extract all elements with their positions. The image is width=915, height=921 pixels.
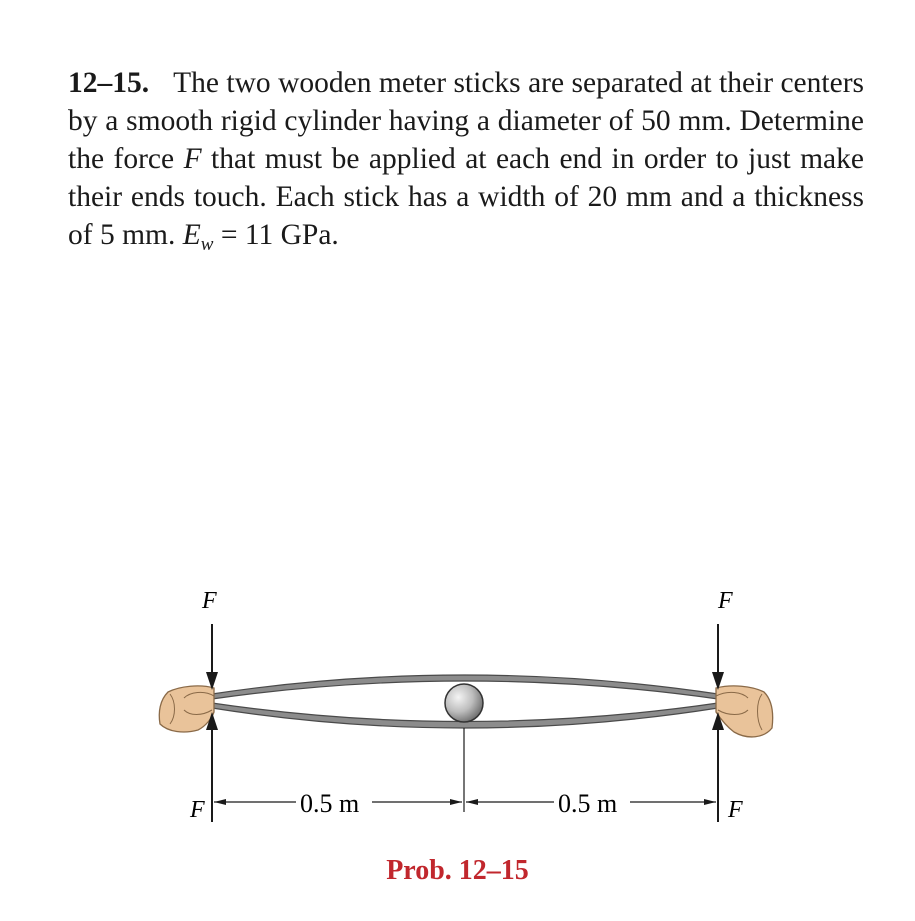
- force-label-bottom-right: F: [728, 797, 743, 823]
- force-label-top-left: F: [202, 588, 217, 614]
- right-hand-icon: [716, 686, 773, 737]
- modulus-symbol: E: [182, 219, 201, 251]
- force-arrow-bottom-left: [206, 712, 218, 822]
- problem-text-part-2: that must be applied at each end in order to just make their ends touch. Each stick has a width of 20 mm and a thickness of 5 mm.: [68, 143, 864, 251]
- force-label-top-right: F: [718, 588, 733, 614]
- force-symbol: F: [183, 143, 202, 175]
- problem-text-part-1: The two wooden meter sticks are separated at their centers by a smooth rigid cylinder having a diameter of 50 mm. Determine the force: [68, 67, 864, 175]
- meter-sticks-diagram: [0, 560, 915, 860]
- problem-number: 12–15.: [68, 67, 150, 99]
- left-hand-icon: [159, 686, 214, 732]
- dimension-label-right: 0.5 m: [558, 789, 618, 818]
- problem-statement: [68, 64, 864, 254]
- force-arrow-bottom-right: [712, 712, 724, 822]
- force-arrow-top-left: [206, 624, 218, 690]
- force-label-bottom-left: F: [190, 797, 205, 823]
- problem-text-part-3: = 11 GPa.: [213, 219, 339, 251]
- rigid-cylinder: [445, 684, 483, 722]
- modulus-subscript: w: [200, 234, 214, 255]
- dimension-label-left: 0.5 m: [300, 789, 360, 818]
- figure-caption: Prob. 12–15: [386, 855, 529, 886]
- force-arrow-top-right: [712, 624, 724, 690]
